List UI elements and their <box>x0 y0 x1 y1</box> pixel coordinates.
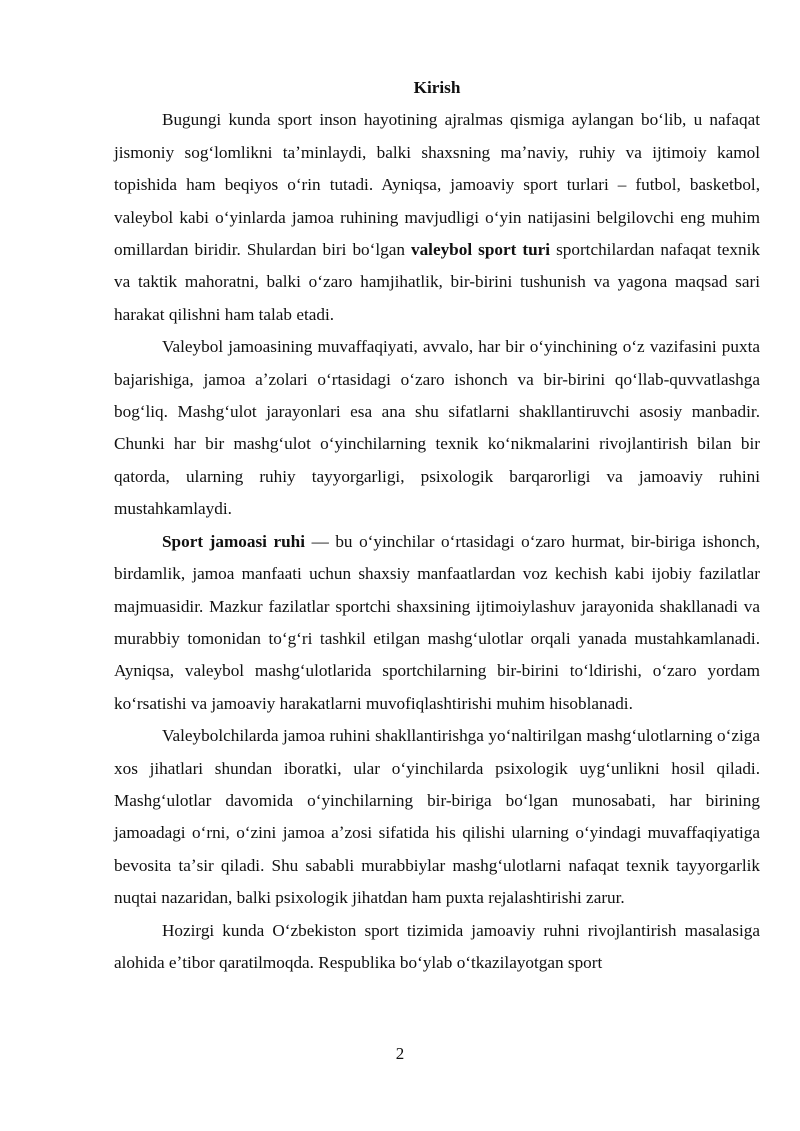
paragraph-1-text-b: sportchilardan nafaqat texnik va taktik mahoratni, balki oʻzaro hamjihatlik, bir-birini tushunish va yagona maqsad sari harakat qilishni ham talab etadi. <box>114 240 760 324</box>
section-title: Kirish <box>413 78 461 97</box>
paragraph-1-text-a: Bugungi kunda sport inson hayotining ajralmas qismiga aylangan boʻlib, u nafaqat jismoniy sogʻlomlikni taʼminlaydi, balki shaxsning maʼnaviy, ruhiy va ijtimoiy kamol topishida ham beqiyos oʻrin tutadi. Ayniqsa, jamoaviy sport turlari – futbol, basketbol, valeybol kabi oʻyinlarda jamoa ruhining mavjudligi oʻyin natijasini belgilovchi eng muhim omillardan biridir. Shulardan biri boʻlgan <box>114 110 760 260</box>
paragraph-1 <box>114 104 760 331</box>
document-page <box>114 72 760 979</box>
paragraph-3-bold-term: Sport jamoasi ruhi <box>162 531 305 551</box>
paragraph-3 <box>114 526 760 720</box>
paragraph-3-text: — bu oʻyinchilar oʻrtasidagi oʻzaro hurmat, bir-biriga ishonch, birdamlik, jamoa manfaati uchun shaxsiy manfaatlardan voz kechish kabi ijobiy fazilatlar majmuasidir. Mazkur fazilatlar sportchi shaxsining ijtimoiylashuv jarayonida shakllanadi va murabbiy tomonidan toʻgʻri tashkil etilgan mashgʻulotlar orqali yanada mustahkamlanadi. Ayniqsa, valeybol mashgʻulotlarida sportchilarning bir-birini toʻldirishi, oʻzaro yordam koʻrsatishi va jamoaviy harakatlarni muvofiqlashtirishi muhim hisoblanadi. <box>114 531 760 713</box>
paragraph-5: Hozirgi kunda Oʻzbekiston sport tizimida jamoaviy ruhni rivojlantirish masalasiga alohida eʼtibor qaratilmoqda. Respublika boʻylab oʻtkazilayotgan sport <box>114 920 760 972</box>
paragraph-4: Valeybolchilarda jamoa ruhini shakllantirishga yoʻnaltirilgan mashgʻulotlarning oʻziga xos jihatlari shundan iboratki, ular oʻyinchilarda psixologik uygʻunlikni hosil qiladi. Mashgʻulotlar davomida oʻyinchilarning bir-biriga boʻlgan munosabati, har birining jamoadagi oʻrni, oʻzini jamoa aʼzosi sifatida his qilishi ularning oʻyindagi muvaffaqiyatiga bevosita taʼsir qiladi. Shu sababli murabbiylar mashgʻulotlarni nafaqat texnik tayyorgarlik nuqtai nazaridan, balki psixologik jihatdan ham puxta rejalashtirishi zarur. <box>114 726 760 908</box>
paragraph-1-bold-term: valeybol sport turi <box>410 240 551 260</box>
page-number: 2 <box>395 1044 405 1063</box>
paragraph-2: Valeybol jamoasining muvaffaqiyati, avvalo, har bir oʻyinchining oʻz vazifasini puxta bajarishiga, jamoa aʼzolari oʻrtasidagi oʻzaro ishonch va bir-birini qoʻllab-quvvatlashga bogʻliq. Mashgʻulot jarayonlari esa ana shu sifatlarni shakllantiruvchi asosiy manbadir. Chunki har bir mashgʻulot oʻyinchilarning texnik koʻnikmalarini rivojlantirish bilan bir qatorda, ularning ruhiy tayyorgarligi, psixologik barqarorligi va jamoaviy ruhini mustahkamlaydi. <box>114 337 760 519</box>
